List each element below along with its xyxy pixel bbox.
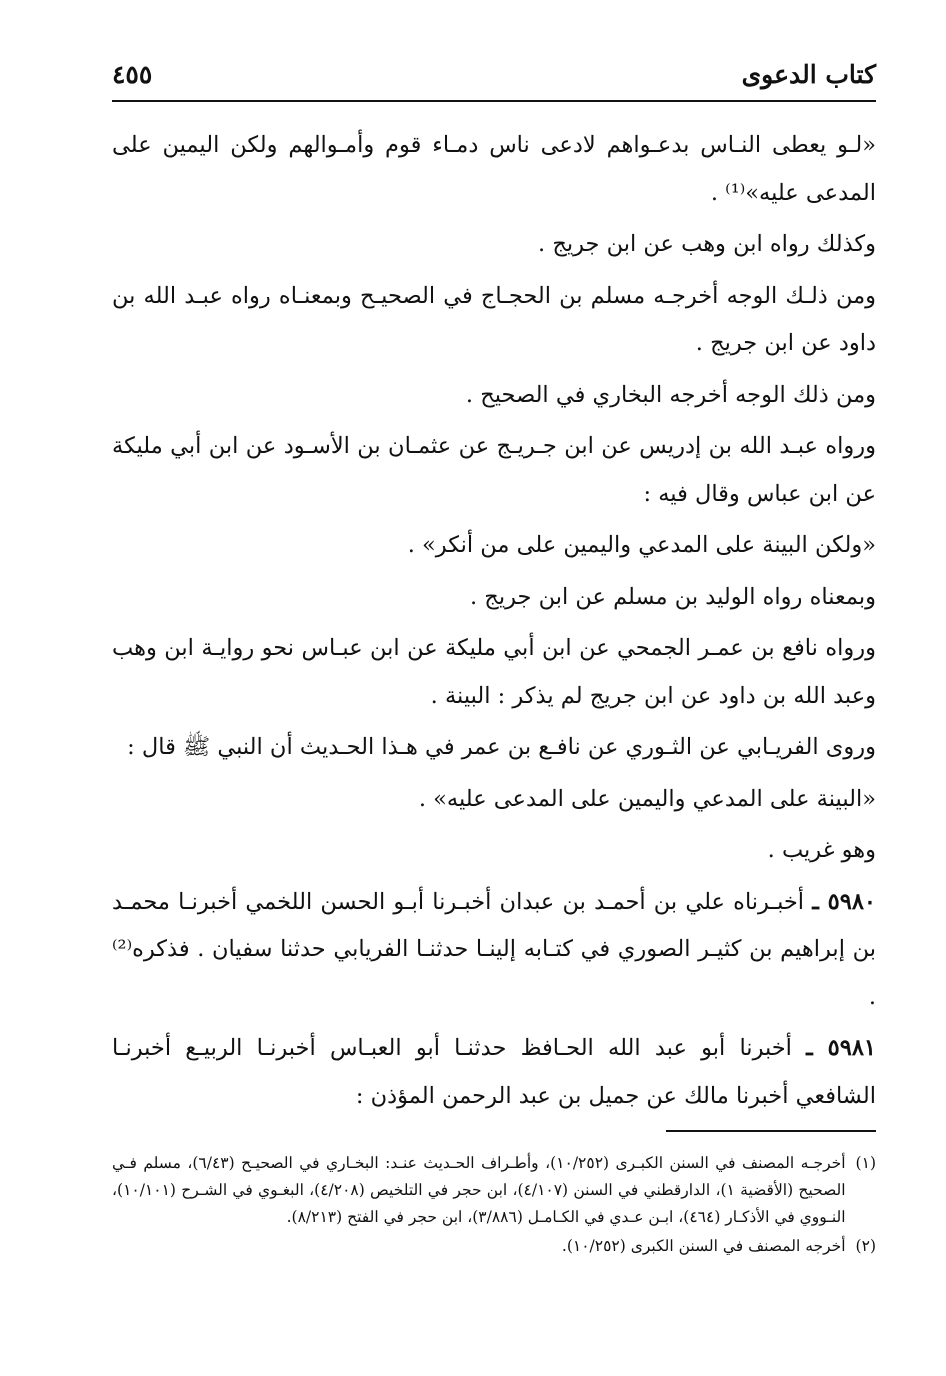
footnote-text: أخرجه المصنف في السنن الكبرى (١٠/٢٥٢).	[561, 1237, 846, 1255]
footnote-marker: (٢)	[855, 1237, 876, 1255]
footnote	[112, 1233, 876, 1260]
paragraph: «ولكن البينة على المدعي واليمين على من أنكر» .	[407, 532, 876, 558]
paragraph: وروى الفريـابي عن الثـوري عن نافـع بن عمر في هـذا الحـديث أن النبي ﷺ قال :	[127, 734, 876, 760]
paragraph: وكذلك رواه ابن وهب عن ابن جريج .	[538, 231, 876, 257]
chapter-title: كتاب الدعوى	[741, 60, 876, 89]
hadith-text: أخبـرناه علي بن أحمـد بن عبدان أخبـرنا أبـو الحسن اللخمي أخبرنـا محمـد بن إبراهيم بن كثيـر الصوري في كتـابه إلينـا حدثنـا الفريابي حدثنا سفيان . فذكره⁽²⁾ .	[112, 888, 876, 1010]
paragraph: وهو غريب .	[767, 837, 876, 863]
paragraph: وبمعناه رواه الوليد بن مسلم عن ابن جريج .	[470, 583, 876, 610]
page-header	[112, 56, 876, 102]
footnote-marker: (١)	[855, 1154, 876, 1172]
paragraph: ورواه عبـد الله بن إدريس عن ابن جـريـج عن عثمـان بن الأسـود عن ابن أبي مليكة عن ابن عباس وقال فيه :	[112, 433, 876, 507]
hadith-number: ٥٩٨١ ـ	[806, 1035, 876, 1061]
paragraph: ومن ذلك الوجه أخرجه البخاري في الصحيح .	[465, 381, 876, 408]
paragraph: ورواه نافع بن عمـر الجمحي عن ابن أبي مليكة عن ابن عبـاس نحو روايـة ابن وهب وعبد الله بن داود عن ابن جريج لم يذكر : البينة .	[112, 635, 876, 709]
paragraph: «البينة على المدعي واليمين على المدعى عليه» .	[418, 785, 876, 812]
paragraph: ومن ذلـك الوجه أخرجـه مسلم بن الحجـاج في الصحيـح وبمعنـاه رواه عبـد الله بن داود عن ابن جريج .	[112, 282, 876, 356]
hadith-number: ٥٩٨٠ ـ	[812, 888, 876, 915]
footnotes	[112, 1150, 876, 1260]
hadith-text: أخبرنا أبو عبد الله الحـافظ حدثنـا أبو العبـاس أخبرنـا الربيـع أخبرنـا الشافعي أخبرنا مالك عن جميل بن عبد الرحمن المؤذن :	[112, 1035, 876, 1109]
footnote-text: أخرجـه المصنف في السنن الكبـرى (١٠/٢٥٢)، وأطـراف الحـديث عنـد: البخـاري في الصحيـح (٦/٤٣)، مسلم فـي الصحيح (الأقضية ١)، الدارقطني في السنن (٤/١٠٧)، ابن حجر في التلخيص (٤/٢٠٨)، البغـوي في الشـرح (١٠/١٠١)، النـووي في الأذكـار (٤٦٤)، ابـن عـدي في الكـامـل (٣/٨٨٦)، ابن حجر في الفتح (٨/٢١٣).	[112, 1154, 846, 1226]
page-number: ٤٥٥	[112, 60, 153, 89]
hadith-paragraph	[112, 1025, 876, 1120]
main-text	[112, 122, 876, 1124]
footnote-separator	[666, 1130, 876, 1132]
footnote	[112, 1150, 876, 1231]
paragraph: «لـو يعطى النـاس بدعـواهم لادعى ناس دمـاء قوم وأمـوالهم ولكن اليمين على المدعى عليه»⁽¹⁾ .	[112, 132, 876, 206]
hadith-paragraph	[112, 879, 876, 1022]
